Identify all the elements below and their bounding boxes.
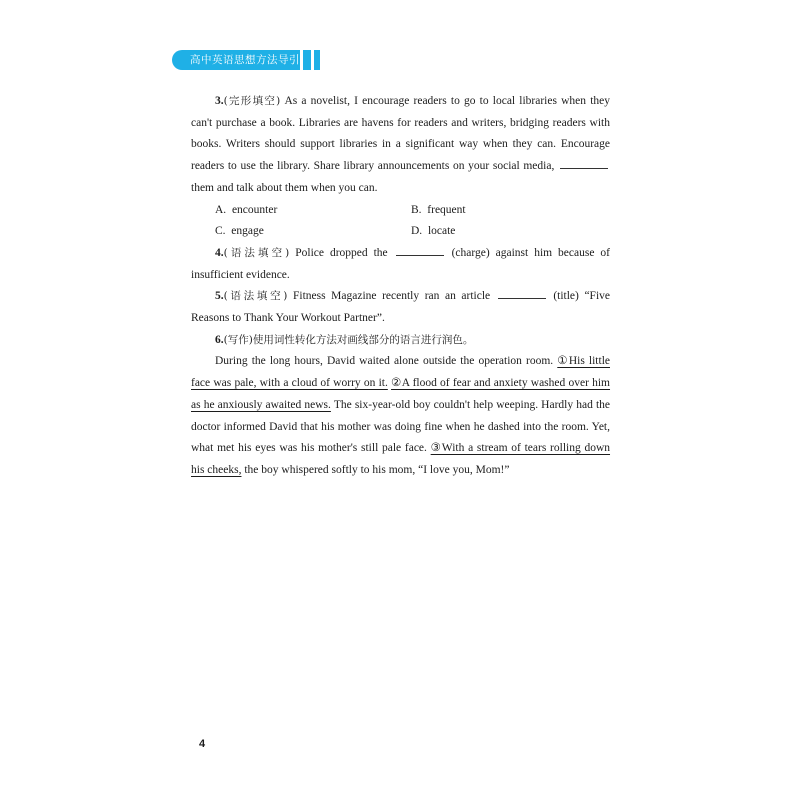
answer-options xyxy=(191,200,610,243)
page-number: 4 xyxy=(199,738,206,750)
option-text: frequent xyxy=(427,203,466,216)
question-6 xyxy=(191,330,610,352)
option-a xyxy=(215,200,411,222)
underlined-sentence-1: ①His little face was pale, with a cloud of worry on it. xyxy=(191,355,610,390)
answer-blank xyxy=(560,158,608,169)
underlined-sentence-2: ②A flood of fear and anxiety washed over him as he anxiously awaited news. xyxy=(191,377,611,411)
question-4 xyxy=(191,243,610,286)
question-5 xyxy=(191,286,610,329)
question-type-tag: (写作) xyxy=(223,333,253,346)
passage-text: During the long hours, David waited alone outside the operation room. xyxy=(215,355,558,368)
answer-blank xyxy=(498,288,546,299)
option-label: D. xyxy=(411,225,423,238)
option-c xyxy=(215,221,411,243)
question-instruction: 使用词性转化方法对画线部分的语言进行润色。 xyxy=(252,333,474,346)
exercise-content xyxy=(191,91,610,482)
header-accent-bar xyxy=(314,50,320,70)
header-banner xyxy=(172,50,300,70)
question-number: 6. xyxy=(215,333,224,346)
option-label: C. xyxy=(215,225,226,238)
option-b xyxy=(411,200,607,222)
underlined-sentence-3: ③With a stream of tears rolling down his cheeks, xyxy=(191,442,611,476)
passage-text: The six-year-old boy couldn't help weeping. Hardly had the doctor informed David that his mother was doing fine when he dashed into the room. Yet, what met his eyes was his mother's still pale face. xyxy=(191,398,611,455)
option-text: locate xyxy=(427,225,456,238)
option-d xyxy=(411,221,607,243)
passage-text: the boy whispered softly to his mom, “I love you, Mom!” xyxy=(241,463,510,476)
question-text: (title) “Five Reasons to Thank Your Workout Partner”. xyxy=(191,290,611,325)
option-text: encounter xyxy=(231,203,278,216)
question-number: 5. xyxy=(215,290,224,303)
answer-blank xyxy=(396,245,444,256)
question-type-tag: (语法填空) xyxy=(223,290,288,303)
question-type-tag: (完形填空) xyxy=(223,95,281,107)
option-label: B. xyxy=(411,203,422,216)
question-text: Police dropped the xyxy=(289,246,394,259)
header-accent-bar xyxy=(303,50,311,70)
question-type-tag: (语法填空) xyxy=(223,246,290,259)
option-label: A. xyxy=(215,203,227,216)
question-number: 3. xyxy=(215,95,224,107)
question-text: (charge) against him because of insufficient evidence. xyxy=(191,246,610,281)
writing-passage xyxy=(191,351,610,481)
question-text: Fitness Magazine recently ran an article xyxy=(287,290,496,303)
header-title: 高中英语思想方法导引 xyxy=(190,54,300,66)
question-number: 4. xyxy=(215,246,224,259)
question-text: them and talk about them when you can. xyxy=(191,181,378,194)
option-text: engage xyxy=(231,225,264,238)
question-3 xyxy=(191,91,610,200)
question-text: As a novelist, I encourage readers to go to local libraries when they can't purchase a book. Libraries are havens for readers and writers, bridging readers with books. Writers should support libraries in a significant way when they can. Encourage readers to use the library. Share library announcements on your social media, xyxy=(191,95,610,173)
